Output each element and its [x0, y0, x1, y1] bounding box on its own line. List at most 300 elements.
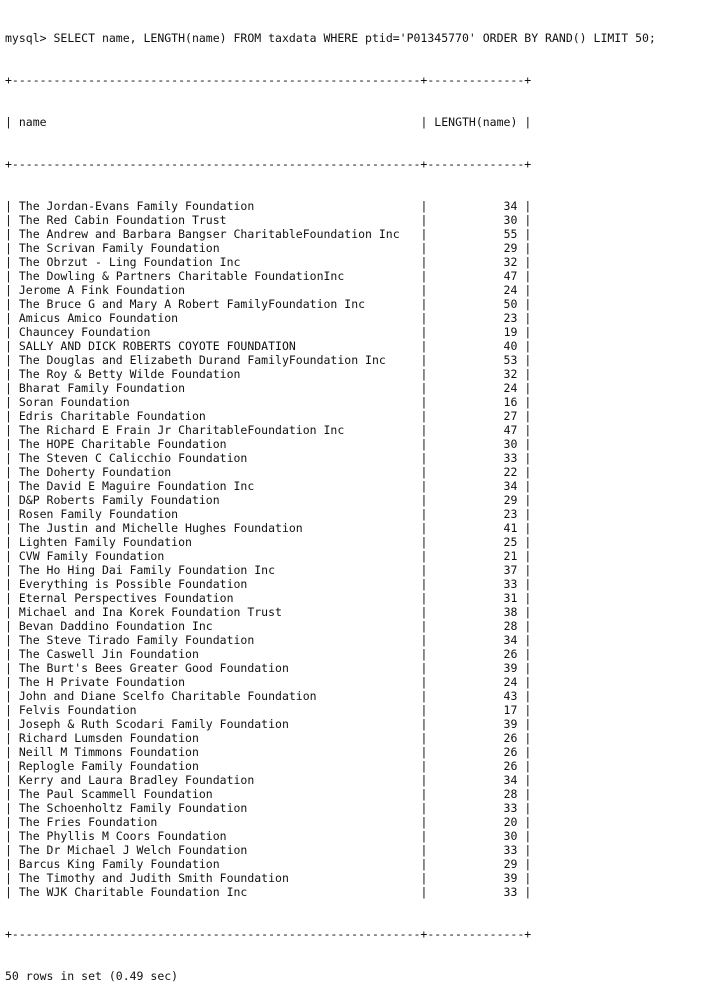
table-row	[5, 367, 714, 381]
pipe-middle: |	[413, 367, 435, 381]
length-cell: 31	[503, 591, 518, 605]
length-cell: 34	[503, 773, 518, 787]
pipe-middle: |	[413, 843, 435, 857]
pipe-left: |	[5, 745, 19, 759]
pipe-middle: |	[413, 563, 435, 577]
header-name-padding	[47, 115, 414, 129]
table-row	[5, 339, 714, 353]
table-row	[5, 437, 714, 451]
name-padding	[227, 213, 414, 227]
table-row	[5, 633, 714, 647]
table-row	[5, 689, 714, 703]
table-border-top	[5, 73, 714, 87]
length-cell: 26	[503, 647, 518, 661]
length-cell: 30	[503, 829, 518, 843]
pipe-right: |	[517, 269, 532, 283]
pipe-right: |	[517, 255, 532, 269]
name-padding	[227, 437, 414, 451]
column-header-name: name	[18, 115, 47, 129]
pipe-right: |	[517, 591, 532, 605]
pipe-left: |	[5, 311, 19, 325]
pipe-right: |	[517, 395, 532, 409]
length-padding	[434, 437, 503, 451]
table-row	[5, 801, 714, 815]
pipe-left: |	[5, 199, 19, 213]
name-cell: John and Diane Scelfo Charitable Foundation	[18, 689, 317, 703]
pipe-right: |	[517, 885, 532, 899]
pipe-right: |	[517, 409, 532, 423]
table-row	[5, 213, 714, 227]
pipe-left: |	[5, 465, 19, 479]
name-padding	[206, 409, 414, 423]
length-padding	[434, 759, 503, 773]
pipe-middle: |	[413, 115, 435, 129]
length-padding	[434, 605, 503, 619]
length-cell: 23	[503, 311, 518, 325]
border-line: +-----------------------------------------------------------+--------------+	[5, 927, 532, 941]
pipe-right: |	[517, 227, 532, 241]
pipe-right: |	[517, 773, 532, 787]
name-padding	[199, 731, 414, 745]
name-padding	[185, 283, 413, 297]
name-cell: The Ho Hing Dai Family Foundation Inc	[18, 563, 276, 577]
length-cell: 47	[503, 269, 518, 283]
table-row	[5, 507, 714, 521]
pipe-middle: |	[413, 633, 435, 647]
name-padding	[386, 353, 414, 367]
pipe-left: |	[5, 829, 19, 843]
pipe-right: |	[517, 801, 532, 815]
table-row	[5, 451, 714, 465]
name-padding	[247, 801, 413, 815]
table-row	[5, 787, 714, 801]
sql-query: SELECT name, LENGTH(name) FROM taxdata WHERE ptid='P01345770' ORDER BY RAND() LIMIT 50;	[53, 31, 656, 45]
table-row	[5, 479, 714, 493]
pipe-middle: |	[413, 647, 435, 661]
length-padding	[434, 199, 503, 213]
length-padding	[434, 241, 503, 255]
pipe-left: |	[5, 647, 19, 661]
table-row	[5, 381, 714, 395]
table-row	[5, 857, 714, 871]
pipe-right: |	[517, 353, 532, 367]
length-cell: 47	[503, 423, 518, 437]
pipe-right: |	[517, 619, 532, 633]
name-cell: The Dowling & Partners Charitable FoundationInc	[18, 269, 345, 283]
length-padding	[434, 213, 503, 227]
pipe-middle: |	[413, 269, 435, 283]
length-cell: 53	[503, 353, 518, 367]
pipe-left: |	[5, 395, 19, 409]
pipe-left: |	[5, 731, 19, 745]
length-padding	[434, 773, 503, 787]
table-row	[5, 297, 714, 311]
length-cell: 21	[503, 549, 518, 563]
length-padding	[434, 563, 503, 577]
pipe-right: |	[517, 535, 532, 549]
length-padding	[434, 269, 503, 283]
name-cell: The Doherty Foundation	[18, 465, 172, 479]
name-padding	[247, 885, 413, 899]
length-padding	[434, 703, 503, 717]
table-row	[5, 829, 714, 843]
name-padding	[247, 843, 413, 857]
length-padding	[434, 283, 503, 297]
pipe-middle: |	[413, 437, 435, 451]
length-padding	[434, 339, 503, 353]
pipe-left: |	[5, 507, 19, 521]
name-padding	[289, 661, 414, 675]
length-padding	[434, 591, 503, 605]
pipe-left: |	[5, 521, 19, 535]
name-padding	[185, 675, 413, 689]
pipe-left: |	[5, 367, 19, 381]
name-padding	[178, 311, 413, 325]
name-padding	[296, 339, 414, 353]
table-row	[5, 423, 714, 437]
length-cell: 37	[503, 563, 518, 577]
table-row	[5, 773, 714, 787]
pipe-right: |	[517, 451, 532, 465]
table-row	[5, 843, 714, 857]
table-row	[5, 227, 714, 241]
pipe-left: |	[5, 787, 19, 801]
pipe-middle: |	[413, 871, 435, 885]
length-cell: 33	[503, 885, 518, 899]
length-cell: 26	[503, 745, 518, 759]
table-row	[5, 199, 714, 213]
pipe-middle: |	[413, 731, 435, 745]
length-padding	[434, 521, 503, 535]
length-padding	[434, 227, 503, 241]
name-cell: Bharat Family Foundation	[18, 381, 186, 395]
pipe-left: |	[5, 591, 19, 605]
name-padding	[344, 423, 413, 437]
length-cell: 19	[503, 325, 518, 339]
pipe-left: |	[5, 115, 19, 129]
pipe-right: |	[517, 199, 532, 213]
name-padding	[254, 633, 413, 647]
length-padding	[434, 507, 503, 521]
pipe-left: |	[5, 535, 19, 549]
name-cell: The Phyllis M Coors Foundation	[18, 829, 227, 843]
name-cell: Soran Foundation	[18, 395, 130, 409]
pipe-left: |	[5, 605, 19, 619]
table-border-header	[5, 157, 714, 171]
pipe-left: |	[5, 297, 19, 311]
name-padding	[254, 199, 413, 213]
length-padding	[434, 465, 503, 479]
pipe-middle: |	[413, 703, 435, 717]
pipe-left: |	[5, 479, 19, 493]
pipe-left: |	[5, 703, 19, 717]
name-padding	[365, 297, 413, 311]
pipe-right: |	[517, 465, 532, 479]
table-row	[5, 549, 714, 563]
name-padding	[199, 745, 414, 759]
pipe-right: |	[517, 549, 532, 563]
table-row	[5, 255, 714, 269]
name-cell: The Scrivan Family Foundation	[18, 241, 220, 255]
pipe-right: |	[517, 213, 532, 227]
pipe-left: |	[5, 815, 19, 829]
table-row	[5, 815, 714, 829]
pipe-middle: |	[413, 857, 435, 871]
length-cell: 29	[503, 493, 518, 507]
name-padding	[317, 689, 414, 703]
length-cell: 29	[503, 857, 518, 871]
length-cell: 55	[503, 227, 518, 241]
name-cell: The David E Maguire Foundation Inc	[18, 479, 255, 493]
pipe-right: |	[517, 829, 532, 843]
length-padding	[434, 479, 503, 493]
pipe-middle: |	[413, 577, 435, 591]
length-padding	[434, 675, 503, 689]
name-padding	[254, 479, 413, 493]
name-padding	[171, 465, 413, 479]
length-cell: 38	[503, 605, 518, 619]
pipe-right: |	[517, 647, 532, 661]
length-padding	[434, 367, 503, 381]
pipe-left: |	[5, 409, 19, 423]
name-padding	[220, 857, 414, 871]
pipe-right: |	[517, 437, 532, 451]
name-padding	[220, 493, 414, 507]
pipe-left: |	[5, 213, 19, 227]
pipe-right: |	[517, 689, 532, 703]
length-padding	[434, 731, 503, 745]
name-cell: The H Private Foundation	[18, 675, 186, 689]
border-line: +-----------------------------------------------------------+--------------+	[5, 73, 532, 87]
table-row	[5, 493, 714, 507]
pipe-right: |	[517, 297, 532, 311]
name-padding	[192, 535, 414, 549]
pipe-left: |	[5, 493, 19, 507]
pipe-left: |	[5, 857, 19, 871]
pipe-right: |	[517, 759, 532, 773]
length-cell: 30	[503, 213, 518, 227]
name-cell: Jerome A Fink Foundation	[18, 283, 186, 297]
name-cell: Edris Charitable Foundation	[18, 409, 206, 423]
pipe-left: |	[5, 549, 19, 563]
length-cell: 43	[503, 689, 518, 703]
pipe-middle: |	[413, 423, 435, 437]
name-cell: The Timothy and Judith Smith Foundation	[18, 871, 289, 885]
name-cell: Neill M Timmons Foundation	[18, 745, 199, 759]
length-padding	[434, 535, 503, 549]
pipe-right: |	[517, 311, 532, 325]
pipe-middle: |	[413, 255, 435, 269]
pipe-middle: |	[413, 465, 435, 479]
pipe-middle: |	[413, 773, 435, 787]
length-cell: 34	[503, 633, 518, 647]
pipe-middle: |	[413, 395, 435, 409]
pipe-right: |	[517, 479, 532, 493]
table-header-row	[5, 115, 714, 129]
pipe-left: |	[5, 451, 19, 465]
pipe-left: |	[5, 423, 19, 437]
border-line: +-----------------------------------------------------------+--------------+	[5, 157, 532, 171]
name-cell: The Roy & Betty Wilde Foundation	[18, 367, 241, 381]
length-padding	[434, 717, 503, 731]
pipe-middle: |	[413, 409, 435, 423]
pipe-middle: |	[413, 507, 435, 521]
result-summary: 50 rows in set (0.49 sec)	[5, 969, 179, 983]
length-cell: 27	[503, 409, 518, 423]
name-cell: The HOPE Charitable Foundation	[18, 437, 227, 451]
name-cell: The Dr Michael J Welch Foundation	[18, 843, 248, 857]
table-row	[5, 591, 714, 605]
length-cell: 33	[503, 801, 518, 815]
length-padding	[434, 353, 503, 367]
pipe-middle: |	[413, 213, 435, 227]
pipe-middle: |	[413, 829, 435, 843]
name-cell: Kerry and Laura Bradley Foundation	[18, 773, 255, 787]
length-cell: 34	[503, 479, 518, 493]
pipe-left: |	[5, 241, 19, 255]
length-cell: 33	[503, 451, 518, 465]
length-cell: 26	[503, 759, 518, 773]
length-cell: 39	[503, 717, 518, 731]
length-padding	[434, 395, 503, 409]
name-padding	[240, 255, 413, 269]
table-row	[5, 717, 714, 731]
table-row	[5, 871, 714, 885]
pipe-middle: |	[413, 451, 435, 465]
pipe-left: |	[5, 577, 19, 591]
name-cell: Lighten Family Foundation	[18, 535, 192, 549]
length-padding	[434, 633, 503, 647]
length-cell: 28	[503, 619, 518, 633]
pipe-middle: |	[413, 227, 435, 241]
pipe-right: |	[517, 633, 532, 647]
pipe-right: |	[517, 703, 532, 717]
pipe-left: |	[5, 255, 19, 269]
table-row	[5, 605, 714, 619]
name-padding	[213, 619, 414, 633]
length-cell: 20	[503, 815, 518, 829]
table-row	[5, 675, 714, 689]
pipe-left: |	[5, 801, 19, 815]
name-cell: The Red Cabin Foundation Trust	[18, 213, 227, 227]
table-row	[5, 311, 714, 325]
name-cell: Bevan Daddino Foundation Inc	[18, 619, 213, 633]
pipe-right: |	[517, 381, 532, 395]
length-cell: 23	[503, 507, 518, 521]
table-row	[5, 745, 714, 759]
pipe-right: |	[517, 745, 532, 759]
pipe-right: |	[517, 521, 532, 535]
table-row	[5, 241, 714, 255]
pipe-left: |	[5, 325, 19, 339]
table-row	[5, 759, 714, 773]
name-padding	[303, 521, 414, 535]
name-padding	[157, 815, 413, 829]
length-cell: 24	[503, 381, 518, 395]
table-row	[5, 521, 714, 535]
name-padding	[400, 227, 414, 241]
name-cell: The Fries Foundation	[18, 815, 158, 829]
name-padding	[137, 703, 414, 717]
length-cell: 28	[503, 787, 518, 801]
table-row	[5, 619, 714, 633]
pipe-middle: |	[413, 535, 435, 549]
pipe-left: |	[5, 437, 19, 451]
name-padding	[199, 759, 414, 773]
length-cell: 26	[503, 731, 518, 745]
table-border-bottom	[5, 927, 714, 941]
name-cell: Eternal Perspectives Foundation	[18, 591, 234, 605]
name-padding	[178, 507, 413, 521]
name-cell: The Steven C Calicchio Foundation	[18, 451, 248, 465]
name-cell: Felvis Foundation	[18, 703, 137, 717]
length-cell: 24	[503, 283, 518, 297]
length-padding	[434, 787, 503, 801]
pipe-middle: |	[413, 479, 435, 493]
length-cell: 39	[503, 871, 518, 885]
name-padding	[227, 829, 414, 843]
table-row	[5, 283, 714, 297]
name-padding	[164, 549, 413, 563]
length-padding	[434, 829, 503, 843]
pipe-middle: |	[413, 381, 435, 395]
table-rows	[5, 199, 714, 899]
length-cell: 34	[503, 199, 518, 213]
name-cell: The Richard E Frain Jr CharitableFoundation Inc	[18, 423, 345, 437]
length-cell: 40	[503, 339, 518, 353]
pipe-middle: |	[413, 661, 435, 675]
pipe-middle: |	[413, 885, 435, 899]
name-cell: Richard Lumsden Foundation	[18, 731, 199, 745]
name-padding	[150, 325, 413, 339]
length-padding	[434, 381, 503, 395]
pipe-left: |	[5, 871, 19, 885]
pipe-middle: |	[413, 493, 435, 507]
pipe-right: |	[517, 661, 532, 675]
column-header-length: LENGTH(name)	[434, 115, 518, 129]
table-row	[5, 409, 714, 423]
name-cell: D&P Roberts Family Foundation	[18, 493, 220, 507]
pipe-right: |	[517, 493, 532, 507]
pipe-right: |	[517, 731, 532, 745]
pipe-middle: |	[413, 619, 435, 633]
pipe-middle: |	[413, 675, 435, 689]
name-cell: The Steve Tirado Family Foundation	[18, 633, 255, 647]
pipe-right: |	[517, 115, 532, 129]
name-cell: The Caswell Jin Foundation	[18, 647, 199, 661]
table-row	[5, 535, 714, 549]
length-cell: 32	[503, 367, 518, 381]
pipe-right: |	[517, 787, 532, 801]
pipe-right: |	[517, 857, 532, 871]
table-row	[5, 563, 714, 577]
pipe-right: |	[517, 241, 532, 255]
pipe-left: |	[5, 773, 19, 787]
name-cell: The Paul Scammell Foundation	[18, 787, 213, 801]
name-padding	[234, 591, 414, 605]
length-cell: 41	[503, 521, 518, 535]
table-row	[5, 647, 714, 661]
name-padding	[289, 717, 414, 731]
pipe-middle: |	[413, 717, 435, 731]
length-padding	[434, 493, 503, 507]
name-cell: Barcus King Family Foundation	[18, 857, 220, 871]
length-padding	[434, 647, 503, 661]
pipe-middle: |	[413, 297, 435, 311]
length-cell: 39	[503, 661, 518, 675]
length-cell: 29	[503, 241, 518, 255]
table-row	[5, 661, 714, 675]
